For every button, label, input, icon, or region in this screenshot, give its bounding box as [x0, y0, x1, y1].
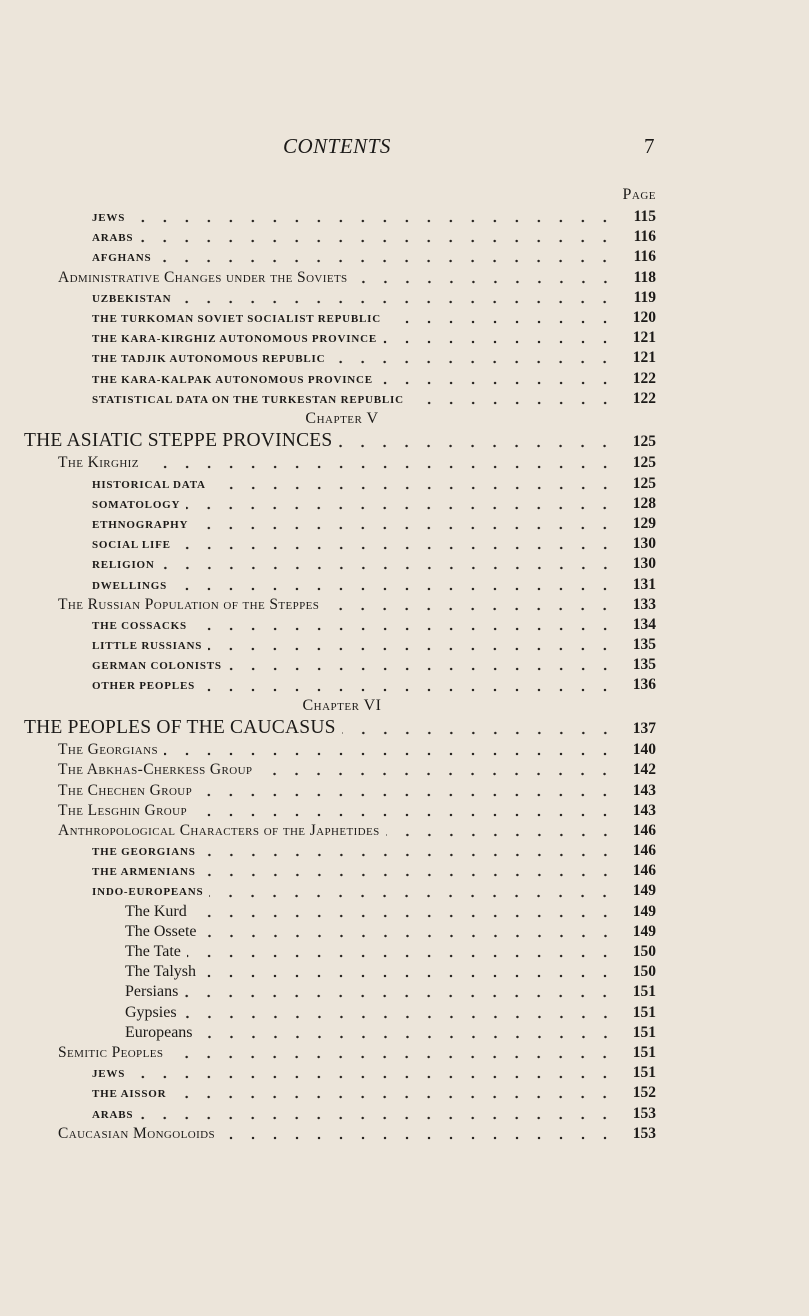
toc-entry-page: 122 [632, 369, 656, 387]
dot-leader [172, 1095, 616, 1099]
dot-leader [338, 444, 616, 448]
toc-entry [0, 227, 809, 247]
dot-leader [131, 219, 616, 223]
dot-leader [209, 894, 616, 898]
toc-entry-page: 130 [632, 555, 656, 573]
dot-leader [131, 1075, 616, 1079]
dot-leader [164, 752, 616, 756]
toc-entry [0, 308, 809, 328]
toc-entry-page: 131 [632, 575, 656, 593]
dot-leader [201, 688, 616, 692]
toc-entry-label: The Talysh [125, 963, 197, 981]
toc-entry-page: 153 [632, 1124, 656, 1142]
toc-entry [0, 328, 809, 348]
toc-entry [0, 740, 809, 760]
toc-entry-label: Anthropological Characters of the Japhetides [58, 821, 380, 839]
toc-entry-label: The Georgians [58, 741, 159, 759]
toc-entry [0, 554, 809, 574]
dot-leader [208, 647, 616, 651]
toc-entry [0, 268, 809, 288]
toc-entry-page: 116 [633, 248, 656, 266]
toc-entry-page: 118 [633, 268, 656, 286]
toc-entry-page: 137 [632, 719, 656, 737]
toc-entry-label: RELIGION [92, 559, 155, 572]
toc-entry-label: GERMAN COLONISTS [92, 660, 222, 673]
toc-entry-page: 120 [632, 308, 656, 326]
dot-leader [186, 506, 616, 510]
toc-entry [0, 942, 809, 962]
chapter-heading [0, 696, 809, 718]
toc-entry-label: AFGHANS [92, 252, 152, 265]
dot-leader [193, 914, 616, 918]
toc-entry-page: 146 [632, 821, 656, 839]
table-of-contents [0, 207, 809, 1144]
dot-leader [410, 401, 616, 405]
toc-entry-label: SOCIAL LIFE [92, 539, 171, 552]
toc-entry [0, 389, 809, 409]
toc-entry [0, 841, 809, 861]
toc-entry-label: The Tate [125, 943, 181, 960]
toc-entry-page: 119 [633, 288, 656, 306]
toc-entry-page: 149 [632, 922, 656, 940]
toc-entry [0, 655, 809, 675]
toc-entry [0, 453, 809, 473]
toc-entry [0, 1083, 809, 1103]
toc-entry-label: Administrative Changes under the Soviets [58, 268, 348, 286]
toc-entry-page: 146 [632, 842, 656, 860]
toc-entry-page: 136 [632, 676, 656, 694]
dot-leader [184, 994, 616, 998]
dot-leader [228, 667, 616, 671]
dot-leader [342, 731, 616, 735]
dot-leader [198, 793, 616, 797]
toc-entry-label: The Kirghiz [58, 454, 139, 472]
toc-entry-label: Caucasian Mongoloids [58, 1124, 215, 1142]
dot-leader [202, 853, 616, 857]
chapter-heading-label: Chapter VI [302, 696, 382, 714]
chapter-heading [0, 409, 809, 431]
toc-entry [0, 615, 809, 635]
toc-entry-page: 133 [632, 595, 656, 613]
toc-entry-label: THE TADJIK AUTONOMOUS REPUBLIC [92, 353, 326, 366]
toc-entry-label: Gypsies [125, 1003, 177, 1021]
page-number: 7 [644, 134, 655, 158]
dot-leader [194, 526, 616, 530]
dot-leader [203, 934, 616, 938]
dot-leader [383, 340, 616, 344]
toc-entry-label: OTHER PEOPLES [92, 680, 196, 693]
toc-entry-page: 143 [632, 781, 656, 799]
toc-entry-page: 135 [632, 636, 656, 654]
toc-entry-page: 149 [632, 902, 656, 920]
toc-entry-page: 151 [632, 983, 656, 1001]
toc-entry [0, 348, 809, 368]
dot-leader [202, 873, 616, 877]
toc-entry-label: THE GEORGIANS [92, 846, 196, 859]
dot-leader [193, 627, 616, 631]
toc-entry [0, 207, 809, 227]
toc-entry [0, 514, 809, 534]
dot-leader [379, 381, 616, 385]
toc-entry [0, 1063, 809, 1083]
dot-leader [325, 607, 616, 611]
toc-entry-label: Europeans [125, 1023, 193, 1041]
toc-entry-label: THE COSSACKS [92, 619, 187, 632]
toc-entry-page: 143 [632, 801, 656, 819]
toc-entry [0, 760, 809, 780]
toc-entry-page: 153 [632, 1104, 656, 1122]
toc-entry [0, 962, 809, 982]
dot-leader [258, 772, 616, 776]
dot-leader [187, 954, 616, 958]
toc-entry-label: THE ASIATIC STEPPE PROVINCES [24, 429, 333, 451]
dot-leader [161, 566, 616, 570]
toc-entry [0, 1023, 809, 1043]
toc-entry-page: 129 [632, 514, 656, 532]
toc-entry-label: UZBEKISTAN [92, 292, 172, 305]
dot-leader [139, 1116, 616, 1120]
toc-entry [0, 534, 809, 554]
toc-entry [0, 718, 809, 741]
dot-leader [173, 587, 616, 591]
toc-entry-label: The Ossete [125, 922, 197, 940]
toc-entry [0, 982, 809, 1002]
toc-entry [0, 494, 809, 514]
toc-entry [0, 1043, 809, 1063]
dot-leader [202, 974, 616, 978]
toc-entry-page: 140 [632, 741, 656, 759]
dot-leader [331, 360, 616, 364]
toc-entry [0, 675, 809, 695]
toc-entry [0, 247, 809, 267]
toc-entry-label: STATISTICAL DATA ON THE TURKESTAN REPUBLIC [92, 393, 404, 406]
toc-entry-page: 151 [632, 1043, 656, 1061]
toc-entry [0, 821, 809, 841]
toc-entry-label: ARABS [92, 232, 134, 245]
toc-entry-label: THE TURKOMAN SOVIET SOCIALIST REPUBLIC [92, 312, 381, 325]
dot-leader [139, 239, 616, 243]
dot-leader [177, 300, 616, 304]
dot-leader [193, 813, 616, 817]
toc-entry-page: 151 [632, 1064, 656, 1082]
toc-entry-label: JEWS [92, 212, 126, 224]
dot-leader [199, 1035, 616, 1039]
toc-entry-page: 150 [632, 943, 656, 960]
toc-entry-page: 125 [632, 474, 656, 492]
toc-entry [0, 635, 809, 655]
toc-entry-page: 125 [632, 432, 656, 450]
toc-entry-label: JEWS [92, 1068, 126, 1081]
toc-entry-page: 115 [633, 208, 656, 225]
dot-leader [386, 833, 616, 837]
toc-entry [0, 1003, 809, 1023]
toc-entry [0, 922, 809, 942]
toc-entry-label: The Chechen Group [58, 781, 193, 799]
toc-entry-label: Persians [125, 983, 179, 1001]
toc-entry-page: 149 [632, 882, 656, 900]
toc-entry-page: 122 [632, 389, 656, 407]
toc-entry-page: 151 [632, 1003, 656, 1021]
running-head-title: CONTENTS [283, 134, 391, 158]
toc-entry-page: 125 [632, 454, 656, 472]
toc-entry [0, 1104, 809, 1124]
toc-entry-page: 128 [632, 494, 656, 512]
toc-entry [0, 1124, 809, 1144]
toc-entry-label: ARABS [92, 1108, 134, 1121]
toc-entry-label: THE KARA-KALPAK AUTONOMOUS PROVINCE [92, 373, 373, 386]
toc-entry-label: THE KARA-KIRGHIZ AUTONOMOUS PROVINCE [92, 333, 377, 346]
toc-entry-page: 151 [632, 1023, 656, 1041]
dot-leader [212, 486, 616, 490]
toc-entry-label: DWELLINGS [92, 579, 168, 592]
dot-leader [169, 1055, 616, 1059]
dot-leader [177, 546, 616, 550]
toc-entry [0, 288, 809, 308]
toc-entry [0, 801, 809, 821]
chapter-heading-label: Chapter V [305, 409, 379, 427]
toc-entry-page: 134 [632, 615, 656, 633]
toc-entry [0, 369, 809, 389]
running-head [0, 134, 809, 164]
toc-entry-label: SOMATOLOGY [92, 498, 181, 511]
toc-entry-page: 146 [632, 862, 656, 880]
toc-entry-page: 121 [632, 329, 656, 347]
toc-entry-label: INDO-EUROPEANS [92, 886, 204, 899]
toc-entry-label: THE PEOPLES OF THE CAUCASUS [24, 716, 336, 738]
toc-entry-page: 121 [632, 349, 656, 367]
toc-entry-label: THE AISSOR [92, 1088, 167, 1101]
dot-leader [157, 259, 616, 263]
toc-entry [0, 474, 809, 494]
toc-entry-label: ETHNOGRAPHY [92, 518, 189, 531]
toc-entry-page: 116 [633, 228, 656, 246]
toc-entry [0, 575, 809, 595]
dot-leader [354, 280, 616, 284]
dot-leader [221, 1136, 616, 1140]
toc-entry [0, 881, 809, 901]
dot-leader [145, 465, 616, 469]
toc-entry-label: The Abkhas-Cherkess Group [58, 761, 253, 779]
toc-entry-label: Semitic Peoples [58, 1043, 164, 1061]
toc-entry-label: LITTLE RUSSIANS [92, 640, 203, 653]
toc-entry [0, 902, 809, 922]
toc-entry [0, 781, 809, 801]
toc-entry [0, 431, 809, 454]
toc-entry-page: 135 [632, 656, 656, 674]
page-column-label: Page [622, 186, 656, 203]
dot-leader [183, 1015, 616, 1019]
toc-entry-label: The Lesghin Group [58, 801, 188, 819]
toc-entry-label: HISTORICAL DATA [92, 478, 206, 491]
dot-leader [387, 320, 616, 324]
toc-entry-page: 142 [632, 761, 656, 779]
toc-entry-label: THE ARMENIANS [92, 866, 196, 879]
toc-entry [0, 595, 809, 615]
toc-entry-page: 152 [632, 1084, 656, 1102]
toc-entry [0, 861, 809, 881]
toc-entry-page: 150 [632, 963, 656, 981]
toc-entry-label: The Russian Population of the Steppes [58, 595, 320, 613]
toc-entry-page: 130 [632, 535, 656, 553]
toc-entry-label: The Kurd [125, 902, 187, 920]
